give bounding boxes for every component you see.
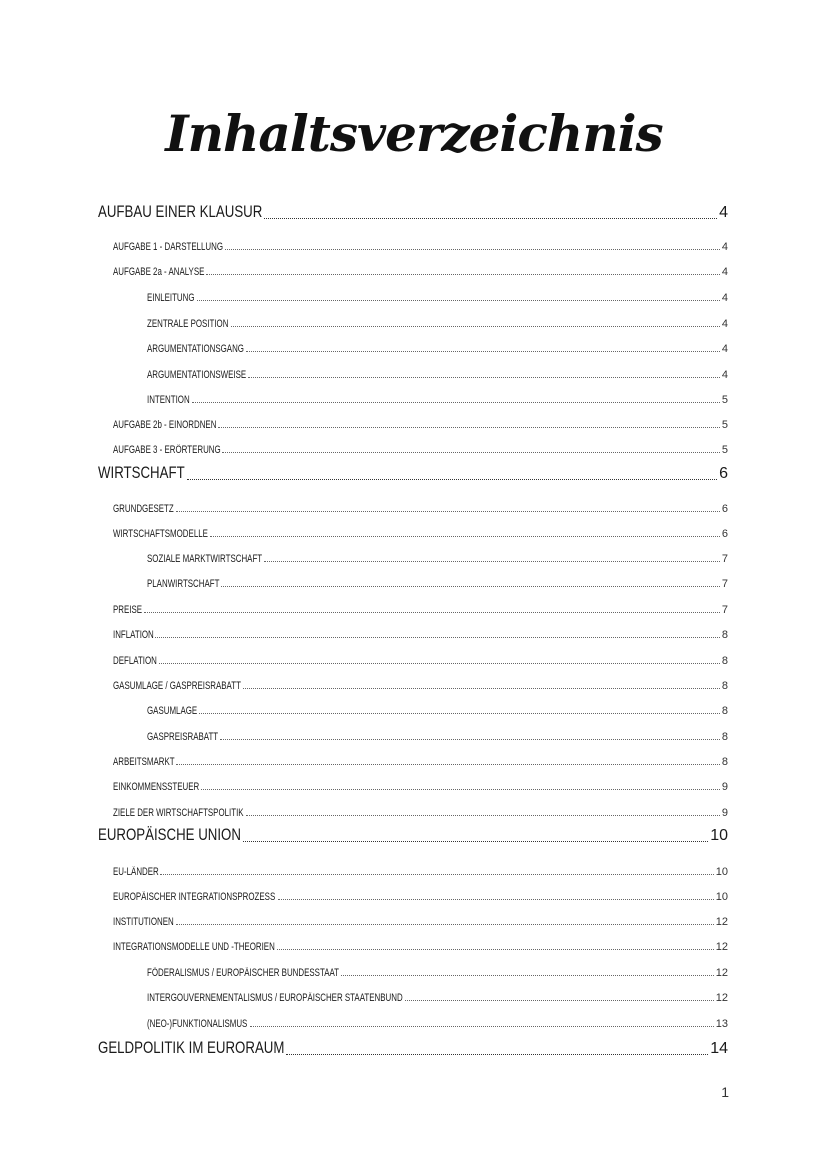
dot-leader <box>220 738 720 740</box>
toc-entry-label: ARBEITSMARKT <box>113 756 175 768</box>
dot-leader <box>248 376 720 378</box>
toc-entry-page: 8 <box>721 756 728 768</box>
toc-entry-label: AUFBAU EINER KLAUSUR <box>98 202 263 221</box>
toc-entry-page: 7 <box>721 604 728 616</box>
toc-entry-page: 12 <box>715 941 728 953</box>
dot-leader <box>155 636 719 638</box>
toc-entry-page: 6 <box>721 503 728 515</box>
toc-entry[interactable] <box>147 570 728 590</box>
dot-leader <box>222 451 720 453</box>
dot-leader <box>246 814 720 816</box>
toc-entry-page: 8 <box>721 731 728 743</box>
dot-leader <box>278 898 714 900</box>
dot-leader <box>159 662 720 664</box>
toc-entry[interactable] <box>113 436 728 456</box>
toc-entry[interactable] <box>113 748 728 768</box>
toc-entry-page: 5 <box>721 444 728 456</box>
toc-entry[interactable] <box>113 411 728 431</box>
toc-entry-label: AUFGABE 2b - EINORDNEN <box>113 419 217 431</box>
dot-leader <box>187 478 717 480</box>
dot-leader <box>286 1053 708 1055</box>
toc-entry[interactable] <box>147 310 728 330</box>
toc-entry[interactable] <box>113 858 728 878</box>
toc-entry[interactable] <box>147 984 728 1004</box>
toc-entry-page: 4 <box>721 343 728 355</box>
toc-entry-label: ZENTRALE POSITION <box>147 318 229 330</box>
toc-entry[interactable] <box>147 361 728 381</box>
toc-entry[interactable] <box>98 825 728 845</box>
toc-entry-label: EINKOMMENSSTEUER <box>113 781 200 793</box>
toc-entry-page: 7 <box>721 553 728 565</box>
toc-entry[interactable] <box>113 672 728 692</box>
toc-entry-page: 4 <box>721 266 728 278</box>
toc-entry-page: 4 <box>719 204 728 221</box>
toc-entry-page: 10 <box>710 827 728 844</box>
toc-entry-page: 12 <box>715 967 728 979</box>
toc-entry-label: AUFGABE 3 - ERÖRTERUNG <box>113 444 221 456</box>
dot-leader <box>341 974 714 976</box>
toc-entry[interactable] <box>147 545 728 565</box>
toc-entry-page: 8 <box>721 680 728 692</box>
toc-entry[interactable] <box>147 335 728 355</box>
toc-entry[interactable] <box>147 723 728 743</box>
dot-leader <box>277 948 714 950</box>
toc-entry[interactable] <box>98 463 728 483</box>
toc-entry-label: (NEO-)FUNKTIONALISMUS <box>147 1018 248 1030</box>
toc-entry[interactable] <box>147 1010 728 1030</box>
toc-entry[interactable] <box>113 233 728 253</box>
dot-leader <box>210 535 720 537</box>
toc-entry-label: SOZIALE MARKTWIRTSCHAFT <box>147 553 263 565</box>
toc-entry[interactable] <box>98 1038 728 1058</box>
toc-entry-page: 14 <box>710 1040 728 1057</box>
toc-entry-label: INTENTION <box>147 394 190 406</box>
toc-entry[interactable] <box>113 773 728 793</box>
toc-entry-label: ARGUMENTATIONSWEISE <box>147 369 247 381</box>
toc-entry-label: ZIELE DER WIRTSCHAFTSPOLITIK <box>113 807 244 819</box>
dot-leader <box>160 873 713 875</box>
toc-entry[interactable] <box>113 933 728 953</box>
page-number: 1 <box>721 1084 729 1100</box>
dot-leader <box>225 248 720 250</box>
toc-entry-label: GASUMLAGE <box>147 705 198 717</box>
toc-entry-label: INSTITUTIONEN <box>113 916 174 928</box>
toc-entry-label: PLANWIRTSCHAFT <box>147 578 220 590</box>
toc-entry-page: 8 <box>721 705 728 717</box>
dot-leader <box>199 712 720 714</box>
toc-entry[interactable] <box>113 495 728 515</box>
toc-entry-page: 6 <box>721 528 728 540</box>
toc-entry-label: FÖDERALISMUS / EUROPÄISCHER BUNDESSTAAT <box>147 967 340 979</box>
toc-entry-label: INFLATION <box>113 629 154 641</box>
toc-entry[interactable] <box>98 202 728 222</box>
toc-entry-label: EUROPÄISCHE UNION <box>98 825 241 844</box>
toc-entry-page: 8 <box>721 629 728 641</box>
toc-entry-label: DEFLATION <box>113 655 157 667</box>
toc-entry-label: AUFGABE 2a - ANALYSE <box>113 266 205 278</box>
toc-entry-label: PREISE <box>113 604 143 616</box>
toc-entry-label: ARGUMENTATIONSGANG <box>147 343 244 355</box>
toc-entry-label: EU-LÄNDER <box>113 866 159 878</box>
dot-leader <box>246 350 720 352</box>
dot-leader <box>176 510 720 512</box>
toc-entry-page: 9 <box>721 807 728 819</box>
toc-entry-page: 4 <box>721 318 728 330</box>
toc-entry-page: 5 <box>721 394 728 406</box>
toc-entry-label: WIRTSCHAFT <box>98 463 185 482</box>
toc-entry[interactable] <box>147 697 728 717</box>
toc-entry-label: EINLEITUNG <box>147 292 195 304</box>
toc-entry-page: 13 <box>715 1018 728 1030</box>
dot-leader <box>218 426 720 428</box>
dot-leader <box>243 687 720 689</box>
toc-entry-page: 9 <box>721 781 728 793</box>
toc-entry-label: GASPREISRABATT <box>147 731 219 743</box>
toc-entry-page: 5 <box>721 419 728 431</box>
dot-leader <box>176 923 714 925</box>
toc-entry-label: GELDPOLITIK IM EURORAUM <box>98 1038 285 1057</box>
dot-leader <box>264 560 720 562</box>
toc-entry[interactable] <box>147 386 728 406</box>
dot-leader <box>231 325 720 327</box>
toc-entry[interactable] <box>113 621 728 641</box>
toc-entry[interactable] <box>113 883 728 903</box>
dot-leader <box>176 763 720 765</box>
toc-entry-label: GASUMLAGE / GASPREISRABATT <box>113 680 241 692</box>
dot-leader <box>192 401 720 403</box>
toc-entry[interactable] <box>113 258 728 278</box>
toc-entry[interactable] <box>113 908 728 928</box>
dot-leader <box>264 217 717 219</box>
toc-entry-label: AUFGABE 1 - DARSTELLUNG <box>113 241 224 253</box>
toc-entry[interactable] <box>113 520 728 540</box>
toc-entry-label: WIRTSCHAFTSMODELLE <box>113 528 208 540</box>
dot-leader <box>201 788 720 790</box>
toc-entry[interactable] <box>113 799 728 819</box>
toc-entry-page: 7 <box>721 578 728 590</box>
toc-entry-page: 4 <box>721 369 728 381</box>
toc-entry-page: 8 <box>721 655 728 667</box>
page-title: Inhaltsverzeichnis <box>165 104 663 163</box>
dot-leader <box>405 999 714 1001</box>
dot-leader <box>250 1025 714 1027</box>
toc-entry-label: GRUNDGESETZ <box>113 503 174 515</box>
toc-entry-page: 4 <box>721 292 728 304</box>
toc-entry[interactable] <box>147 284 728 304</box>
dot-leader <box>197 299 720 301</box>
dot-leader <box>144 611 719 613</box>
toc-entry-label: INTERGOUVERNEMENTALISMUS / EUROPÄISCHER STAATENBUND <box>147 992 403 1004</box>
toc-entry-page: 4 <box>721 241 728 253</box>
dot-leader <box>243 840 708 842</box>
toc-entry-page: 10 <box>715 866 728 878</box>
toc-entry[interactable] <box>113 647 728 667</box>
toc-entry-label: EUROPÄISCHER INTEGRATIONSPROZESS <box>113 891 276 903</box>
toc-entry[interactable] <box>147 959 728 979</box>
toc-entry-label: INTEGRATIONSMODELLE UND -THEORIEN <box>113 941 275 953</box>
dot-leader <box>206 273 719 275</box>
toc-entry[interactable] <box>113 596 728 616</box>
toc-entry-page: 12 <box>715 992 728 1004</box>
toc-entry-page: 10 <box>715 891 728 903</box>
dot-leader <box>221 585 720 587</box>
toc-entry-page: 12 <box>715 916 728 928</box>
toc-entry-page: 6 <box>719 465 728 482</box>
